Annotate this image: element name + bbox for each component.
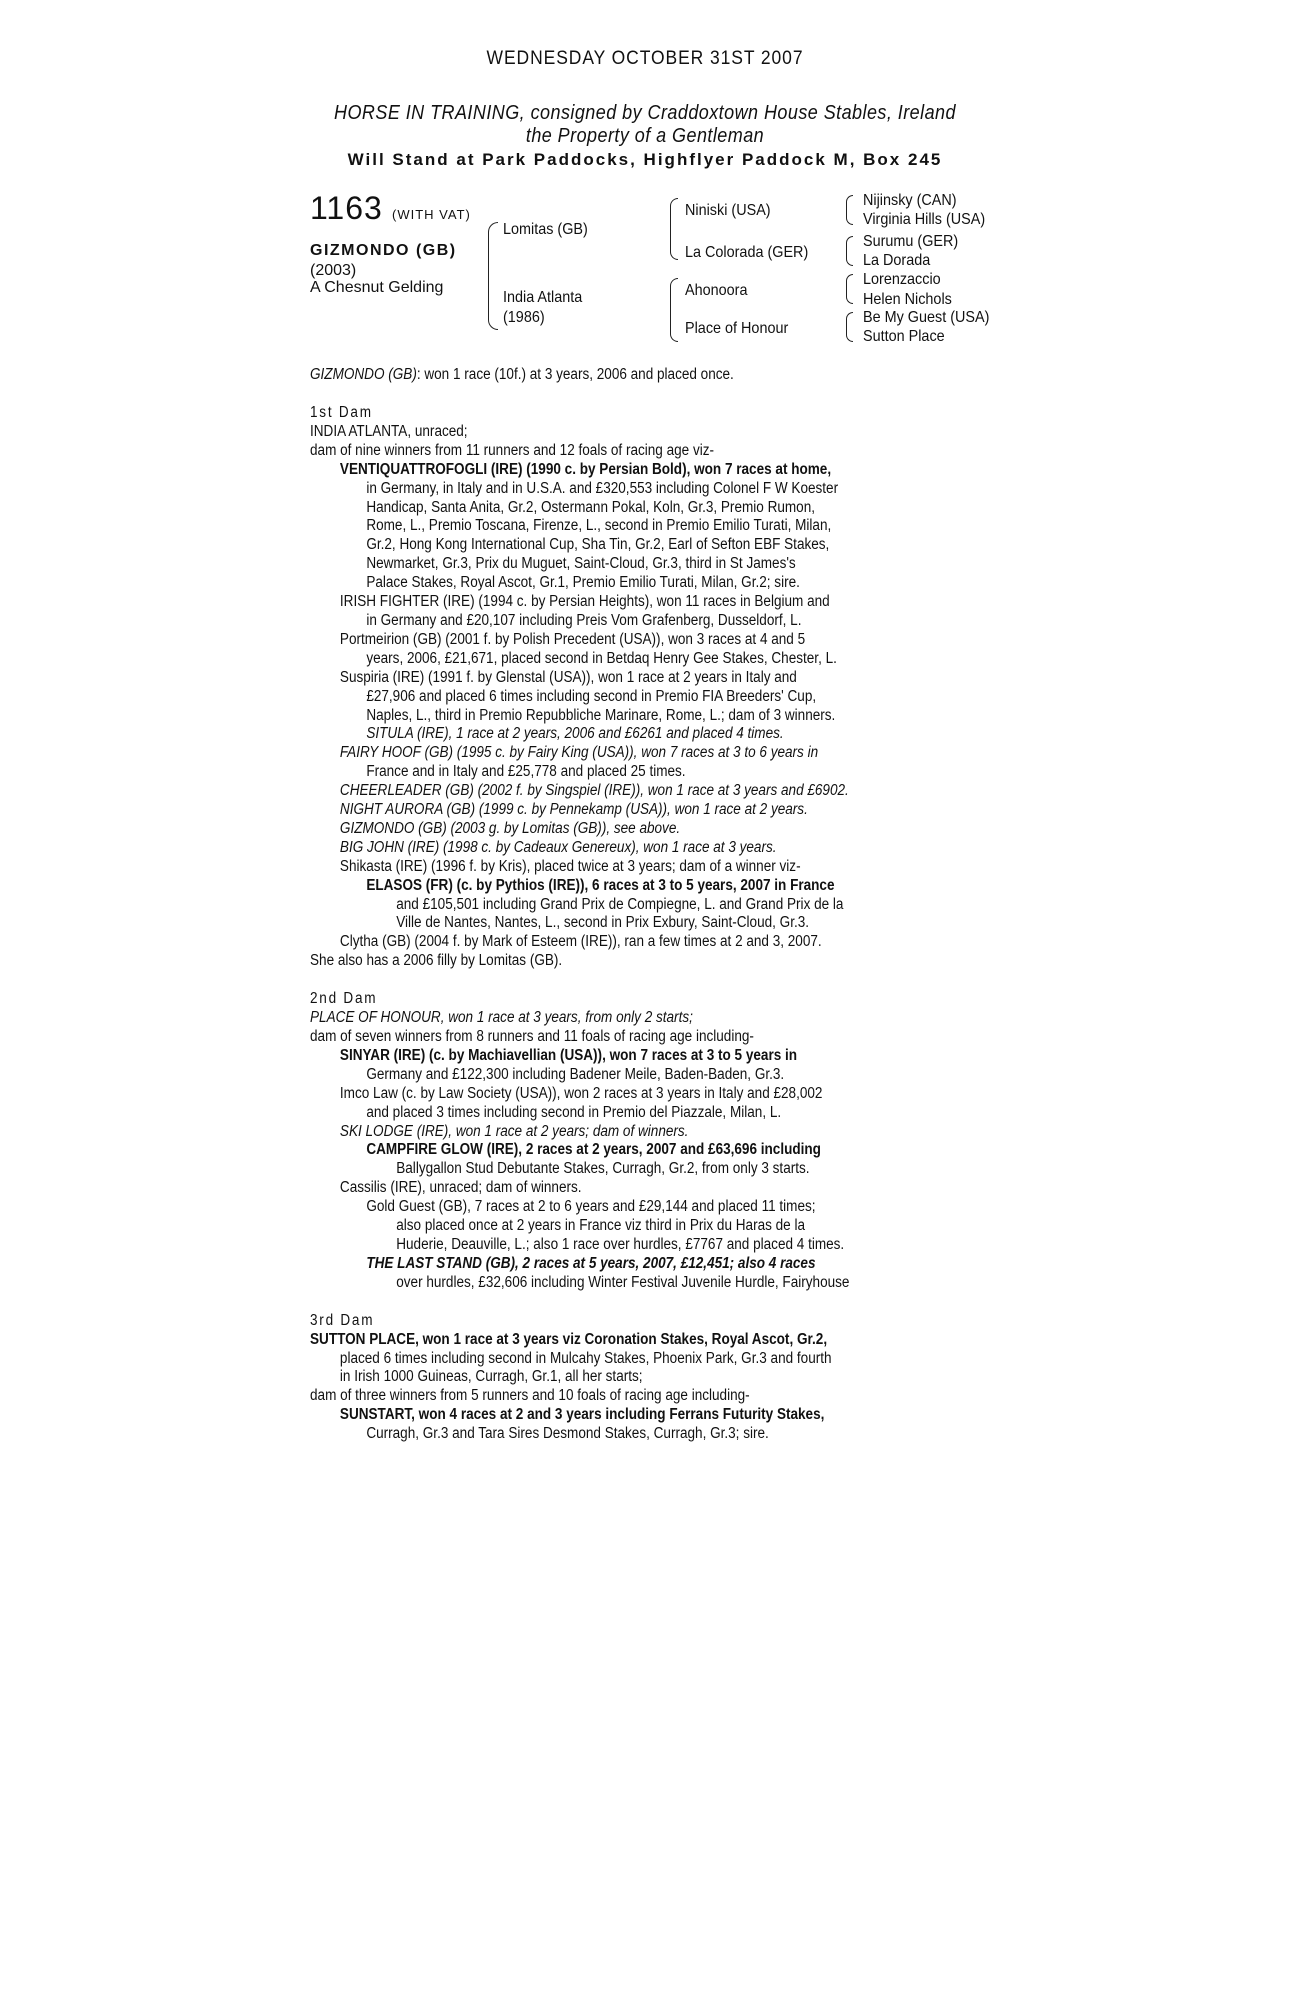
first-dam-line: Newmarket, Gr.3, Prix du Muguet, Saint-Cloud, Gr.3, third in St James's xyxy=(366,555,796,573)
second-dam-line: SINYAR (IRE) (c. by Machiavellian (USA)), won 7 races at 3 to 5 years in xyxy=(339,1046,798,1064)
second-dam-line: Imco Law (c. by Law Society (USA)), won 2 races at 3 years in Italy and £28,002 xyxy=(339,1084,823,1102)
second-dam-line: and placed 3 times including second in Premio del Piazzale, Milan, L. xyxy=(366,1103,782,1121)
first-dam-line: Suspiria (IRE) (1991 f. by Glenstal (USA)), won 1 race at 2 years in Italy and xyxy=(339,668,797,686)
pedigree-brace-dam xyxy=(670,278,678,342)
first-dam-line: in Germany and £20,107 including Preis Vom Grafenberg, Dusseldorf, L. xyxy=(366,611,802,629)
race-record-horse: GIZMONDO (GB) xyxy=(310,366,417,383)
pedigree-dss: Lorenzaccio xyxy=(863,271,941,288)
horse-description: A Chesnut Gelding xyxy=(310,279,444,296)
lot-number: 1163 xyxy=(310,190,383,226)
pedigree-sss: Nijinsky (CAN) xyxy=(863,192,957,209)
vat-note: (WITH VAT) xyxy=(392,207,471,222)
second-dam-line: Germany and £122,300 including Badener Meile, Baden-Baden, Gr.3. xyxy=(366,1065,785,1083)
first-dam-line: Ville de Nantes, Nantes, L., second in Prix Exbury, Saint-Cloud, Gr.3. xyxy=(396,914,810,932)
third-dam-line: SUTTON PLACE, won 1 race at 3 years viz Coronation Stakes, Royal Ascot, Gr.2, xyxy=(310,1330,828,1348)
second-dam-line: Ballygallon Stud Debutante Stakes, Curragh, Gr.2, from only 3 starts. xyxy=(396,1160,810,1178)
second-dam-heading: 2nd Dam xyxy=(310,990,378,1008)
second-dam-line: PLACE OF HONOUR, won 1 race at 3 years, from only 2 starts; xyxy=(310,1009,693,1027)
second-dam-line: also placed once at 2 years in France viz third in Prix du Haras de la xyxy=(396,1217,806,1235)
pedigree-sire-dam: La Colorada (GER) xyxy=(685,244,809,261)
second-dam-line: SKI LODGE (IRE), won 1 race at 2 years; dam of winners. xyxy=(339,1122,689,1140)
third-dam-line: SUNSTART, won 4 races at 2 and 3 years including Ferrans Futurity Stakes, xyxy=(339,1406,825,1424)
first-dam-line: Rome, L., Premio Toscana, Firenze, L., second in Premio Emilio Turati, Milan, xyxy=(366,517,832,535)
pedigree-ddd: Sutton Place xyxy=(863,328,945,345)
pedigree-ssd: Virginia Hills (USA) xyxy=(863,211,986,228)
consignment xyxy=(65,102,1226,148)
pedigree-dsd: Helen Nichols xyxy=(863,291,952,308)
pedigree-sire: Lomitas (GB) xyxy=(503,221,588,238)
family-text xyxy=(310,404,990,1444)
first-dam-line: and £105,501 including Grand Prix de Compiegne, L. and Grand Prix de la xyxy=(396,895,844,913)
third-dam-heading: 3rd Dam xyxy=(310,1311,375,1329)
pedigree-brace-ds xyxy=(846,274,853,304)
first-dam-line: Gr.2, Hong Kong International Cup, Sha Tin, Gr.2, Earl of Sefton EBF Stakes, xyxy=(366,536,830,554)
consignment-line-1: HORSE IN TRAINING, consigned by Craddoxtown House Stables, Ireland xyxy=(334,102,956,124)
pedigree-dam-dam: Place of Honour xyxy=(685,320,789,337)
third-dam-line: Curragh, Gr.3 and Tara Sires Desmond Stakes, Curragh, Gr.3; sire. xyxy=(366,1425,769,1443)
second-dam-line: Huderie, Deauville, L.; also 1 race over hurdles, £7767 and placed 4 times. xyxy=(396,1235,845,1253)
first-dam-line: Shikasta (IRE) (1996 f. by Kris), placed twice at 3 years; dam of a winner viz- xyxy=(339,857,801,875)
first-dam-line: Portmeirion (GB) (2001 f. by Polish Precedent (USA)), won 3 races at 4 and 5 xyxy=(339,630,806,648)
first-dam-line: £27,906 and placed 6 times including second in Premio FIA Breeders' Cup, xyxy=(366,687,817,705)
pedigree-brace-sd xyxy=(846,236,853,266)
first-dam-line: Palace Stakes, Royal Ascot, Gr.1, Premio Emilio Turati, Milan, Gr.2; sire. xyxy=(366,574,800,592)
horse-name: GIZMONDO (GB) xyxy=(310,242,457,259)
second-dam-line: over hurdles, £32,606 including Winter Festival Juvenile Hurdle, Fairyhouse xyxy=(396,1273,850,1291)
second-dam-line: Gold Guest (GB), 7 races at 2 to 6 years and £29,144 and placed 11 times; xyxy=(366,1198,816,1216)
pedigree-brace-dd xyxy=(846,312,853,342)
first-dam-line: years, 2006, £21,671, placed second in Betdaq Henry Gee Stakes, Chester, L. xyxy=(366,649,837,667)
first-dam-line: VENTIQUATTROFOGLI (IRE) (1990 c. by Persian Bold), won 7 races at home, xyxy=(339,460,832,478)
pedigree-brace-sire xyxy=(670,198,678,260)
first-dam-line: She also has a 2006 filly by Lomitas (GB). xyxy=(310,952,563,970)
second-dam-line: THE LAST STAND (GB), 2 races at 5 years, 2007, £12,451; also 4 races xyxy=(366,1254,816,1272)
third-dam-line: placed 6 times including second in Mulcahy Stakes, Phoenix Park, Gr.3 and fourth xyxy=(339,1349,832,1367)
pedigree-brace-main xyxy=(488,222,498,330)
sale-date: WEDNESDAY OCTOBER 31ST 2007 xyxy=(486,48,804,69)
first-dam-line: Handicap, Santa Anita, Gr.2, Ostermann Pokal, Koln, Gr.3, Premio Rumon, xyxy=(366,498,815,516)
first-dam-heading: 1st Dam xyxy=(310,404,373,421)
pedigree-dam: India Atlanta xyxy=(503,289,583,306)
second-dam-line: dam of seven winners from 8 runners and 11 foals of racing age including- xyxy=(310,1028,754,1045)
first-dam-line: IRISH FIGHTER (IRE) (1994 c. by Persian Heights), won 11 races in Belgium and xyxy=(339,593,830,611)
pedigree-sire-sire: Niniski (USA) xyxy=(685,202,771,219)
first-dam-line: in Germany, in Italy and in U.S.A. and £320,553 including Colonel F W Koester xyxy=(366,479,839,497)
consignment-line-2: the Property of a Gentleman xyxy=(525,125,765,147)
first-dam-line: France and in Italy and £25,778 and placed 25 times. xyxy=(366,763,686,781)
third-dam-line: in Irish 1000 Guineas, Curragh, Gr.1, all her starts; xyxy=(339,1368,643,1386)
horse-year: (2003) xyxy=(310,262,357,279)
second-dam-line: Cassilis (IRE), unraced; dam of winners. xyxy=(339,1179,582,1197)
first-dam-line: SITULA (IRE), 1 race at 2 years, 2006 and £6261 and placed 4 times. xyxy=(366,725,784,743)
first-dam-line: INDIA ATLANTA, unraced; xyxy=(310,422,468,440)
race-record: GIZMONDO (GB): won 1 race (10f.) at 3 years, 2006 and placed once. xyxy=(310,366,734,383)
race-record-text: won 1 race (10f.) at 3 years, 2006 and placed once. xyxy=(424,366,734,383)
first-dam-line: CHEERLEADER (GB) (2002 f. by Singspiel (IRE)), won 1 race at 3 years and £6902. xyxy=(339,782,849,800)
pedigree-sds: Surumu (GER) xyxy=(863,233,959,250)
pedigree-sdd: La Dorada xyxy=(863,252,931,269)
third-dam-line: dam of three winners from 5 runners and 10 foals of racing age including- xyxy=(310,1387,750,1405)
second-dam-line: CAMPFIRE GLOW (IRE), 2 races at 2 years, 2007 and £63,696 including xyxy=(366,1141,821,1159)
first-dam-line: Clytha (GB) (2004 f. by Mark of Esteem (IRE)), ran a few times at 2 and 3, 2007. xyxy=(339,933,822,951)
pedigree-dam-year: (1986) xyxy=(503,309,545,326)
first-dam-line: ELASOS (FR) (c. by Pythios (IRE)), 6 races at 3 to 5 years, 2007 in France xyxy=(366,876,835,894)
first-dam-line: BIG JOHN (IRE) (1998 c. by Cadeaux Genereux), won 1 race at 3 years. xyxy=(339,838,777,856)
first-dam-line: GIZMONDO (GB) (2003 g. by Lomitas (GB)), see above. xyxy=(339,819,681,837)
first-dam-line: dam of nine winners from 11 runners and 12 foals of racing age viz- xyxy=(310,441,715,459)
first-dam-line: FAIRY HOOF (GB) (1995 c. by Fairy King (USA)), won 7 races at 3 to 6 years in xyxy=(339,744,819,762)
pedigree-dam-sire: Ahonoora xyxy=(685,282,748,299)
stand-location: Will Stand at Park Paddocks, Highflyer Paddock M, Box 245 xyxy=(347,150,943,169)
pedigree-dds: Be My Guest (USA) xyxy=(863,309,990,326)
first-dam-line: Naples, L., third in Premio Repubbliche Marinare, Rome, L.; dam of 3 winners. xyxy=(366,706,836,724)
first-dam-line: NIGHT AURORA (GB) (1999 c. by Pennekamp (USA)), won 1 race at 2 years. xyxy=(339,801,808,819)
pedigree-brace-ss xyxy=(846,195,853,225)
